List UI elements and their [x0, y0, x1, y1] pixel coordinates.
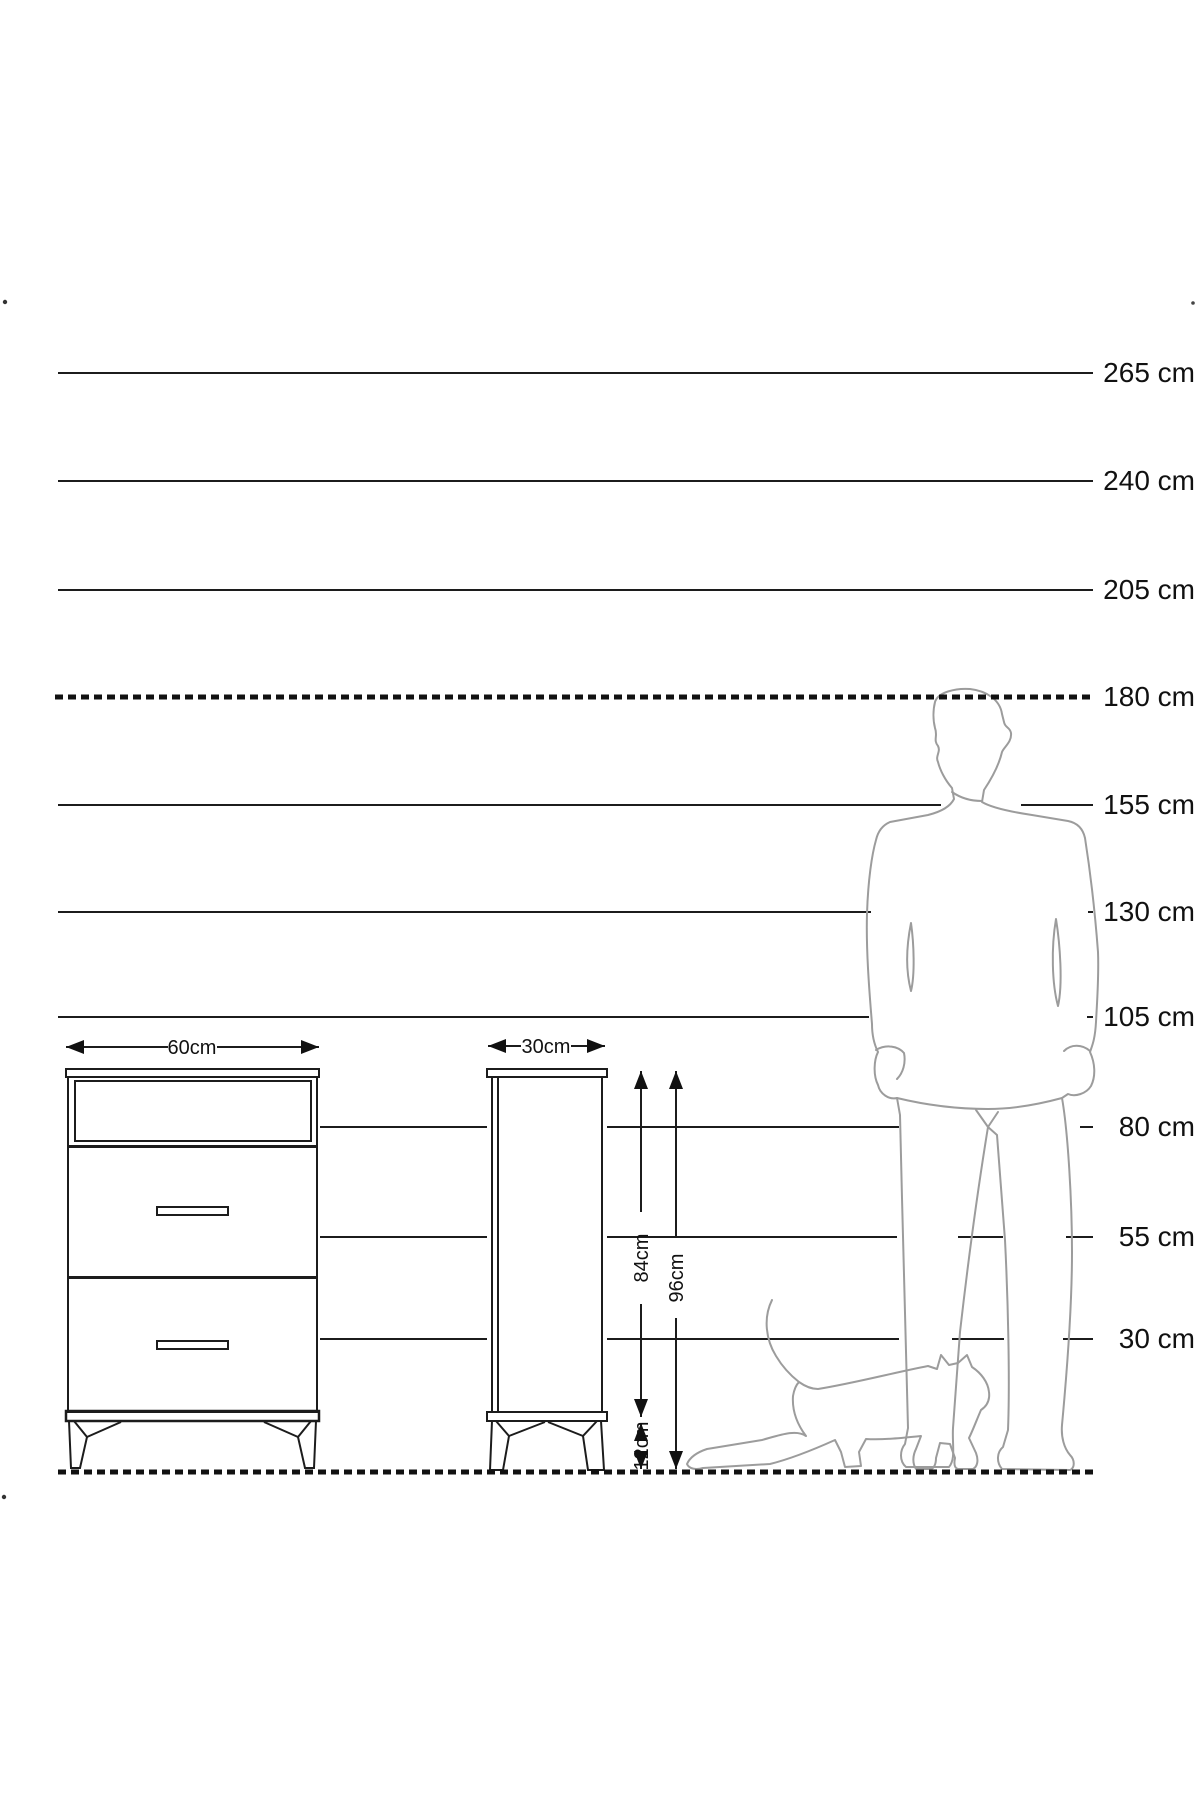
man-left-sleeve-seam — [907, 923, 913, 991]
cat-figure — [687, 1300, 989, 1469]
front-drawer-2-handle — [157, 1341, 228, 1349]
man-crotch-line — [976, 1110, 998, 1127]
scale-label-240: 240 cm — [1103, 465, 1195, 496]
front-right-leg — [298, 1421, 316, 1468]
scale-label-265: 265 cm — [1103, 357, 1195, 388]
scale-label-205: 205 cm — [1103, 574, 1195, 605]
side-legs — [490, 1421, 604, 1470]
man-jacket-hem — [897, 1098, 1062, 1109]
man-right-cuff — [1064, 1046, 1090, 1051]
front-left-leg — [69, 1421, 87, 1468]
scale-label-105: 105 cm — [1103, 1001, 1195, 1032]
side-right-leg — [583, 1421, 604, 1470]
side-left-leg-brace — [509, 1422, 545, 1436]
dim-30-label: 30cm — [521, 1036, 571, 1058]
man-outline — [867, 689, 1098, 1470]
cabinet-front-view — [66, 1069, 319, 1468]
dim-60-label: 60cm — [167, 1037, 217, 1059]
side-right-leg-brace — [548, 1422, 583, 1436]
speck-bottom-left — [2, 1495, 6, 1499]
human-figure — [867, 689, 1098, 1470]
front-carcass — [68, 1077, 317, 1412]
height-scale-labels — [1103, 357, 1195, 1354]
side-body — [492, 1077, 602, 1412]
scale-label-155: 155 cm — [1103, 789, 1195, 820]
man-collar — [952, 792, 982, 801]
man-right-sleeve-seam — [1053, 919, 1061, 1006]
side-bottom-slab — [487, 1412, 607, 1421]
height-scale-lines — [58, 373, 1093, 1339]
dim-84-label: 84cm — [631, 1233, 653, 1283]
scale-label-55: 55 cm — [1118, 1221, 1195, 1252]
scale-label-30: 30 cm — [1118, 1323, 1195, 1354]
scale-label-180: 180 cm — [1103, 681, 1195, 712]
front-top-slab — [66, 1069, 319, 1077]
dimension-annotations — [66, 1036, 688, 1470]
side-left-leg — [490, 1421, 509, 1470]
scale-label-80: 80 cm — [1118, 1111, 1195, 1142]
front-right-leg-brace — [264, 1422, 298, 1437]
cabinet-side-view — [487, 1069, 607, 1470]
front-drawer-1 — [68, 1147, 317, 1277]
front-open-shelf — [75, 1081, 311, 1141]
front-drawer-2 — [68, 1278, 317, 1411]
side-top-slab — [487, 1069, 607, 1077]
speck-top-right — [1191, 301, 1195, 305]
man-left-cuff — [876, 1046, 905, 1079]
cat-outline — [687, 1300, 989, 1469]
front-left-leg-brace — [87, 1422, 121, 1437]
dim-96-label: 96cm — [666, 1253, 688, 1303]
scale-label-130: 130 cm — [1103, 896, 1195, 927]
speck-top-left — [3, 300, 7, 304]
dim-12-label: 12cm — [631, 1421, 653, 1471]
front-legs — [69, 1421, 316, 1468]
front-drawer-1-handle — [157, 1207, 228, 1215]
